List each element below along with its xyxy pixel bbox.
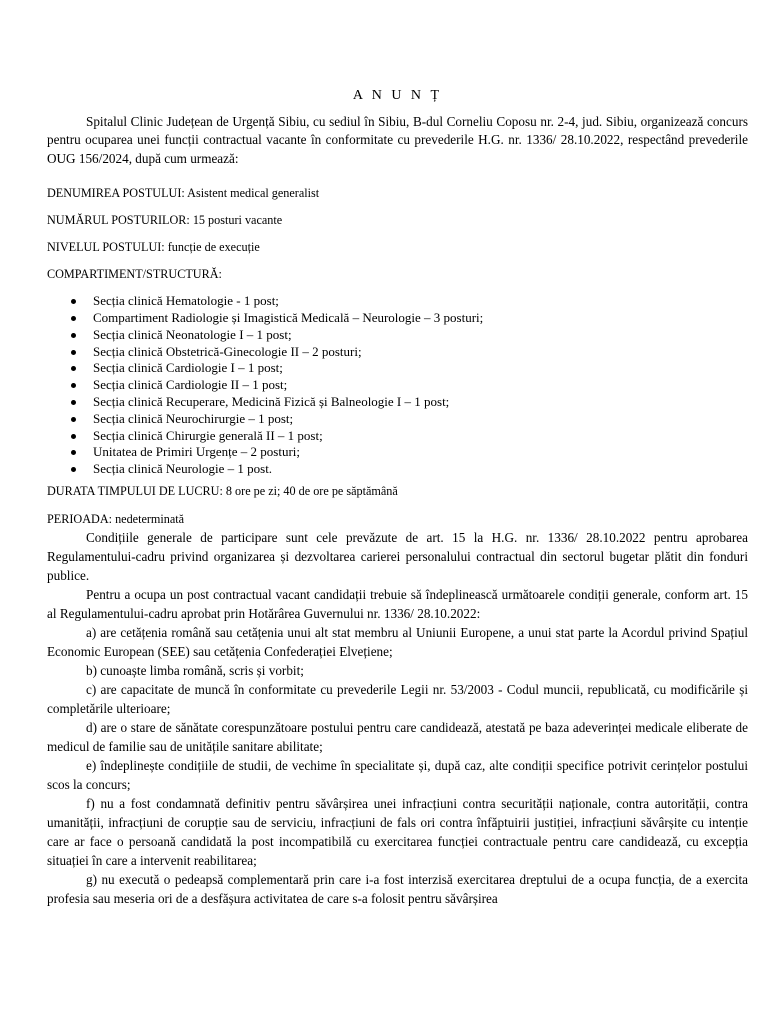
post-level-value: funcție de execuție	[164, 240, 260, 255]
post-level-label: NIVELUL POSTULUI:	[47, 240, 165, 255]
list-item: Secția clinică Cardiologie II – 1 post;	[71, 377, 748, 394]
list-item: Secția clinică Chirurgie generală II – 1 post;	[71, 428, 748, 445]
requirement-item: c) are capacitate de muncă în conformitate cu prevederile Legii nr. 53/2003 - Codul muncii, republicată, cu modificările și completările ulterioare;	[47, 681, 748, 716]
post-count-label: NUMĂRUL POSTURILOR:	[47, 213, 190, 228]
bullet-icon	[71, 450, 76, 455]
post-name-field	[47, 184, 748, 202]
post-count-field	[47, 211, 748, 229]
bullet-icon	[71, 333, 76, 338]
bullet-icon	[71, 467, 76, 472]
bullet-icon	[71, 383, 76, 388]
work-time-field	[47, 482, 748, 500]
list-item: Secția clinică Neurologie – 1 post.	[71, 461, 748, 478]
requirement-item: f) nu a fost condamnată definitiv pentru săvârșirea unei infracțiuni contra securității naționale, contra autorității, contra umanității, infracțiuni de corupție sau de serviciu, infracțiuni de fals ori contra înfăptuirii justiției, infracțiuni săvârșite cu intenție care ar face o persoană candidată la post incompatibilă cu exercitarea funcției contractuale pentru care candidează, cu excepția situației în care a intervenit reabilitarea;	[47, 795, 748, 868]
bullet-icon	[71, 350, 76, 355]
bullet-icon	[71, 434, 76, 439]
bullet-icon	[71, 400, 76, 405]
work-time-value: 8 ore pe zi; 40 de ore pe săptămână	[222, 483, 398, 498]
post-count-value: 15 posturi vacante	[189, 213, 283, 228]
requirement-item: e) îndeplinește condițiile de studii, de vechime în specialitate și, după caz, alte condiții specifice potrivit cerințelor postului scos la concurs;	[47, 757, 748, 792]
post-level-field	[47, 238, 748, 256]
document-title: A N U N Ț	[352, 88, 443, 103]
general-conditions-paragraph: Condițiile generale de participare sunt cele prevăzute de art. 15 la H.G. nr. 1336/ 28.10.2022 pentru aprobarea Regulamentului-cadru privind organizarea și dezvoltarea carierei personalului contractual din sectorul bugetar plătit din fonduri publice.	[47, 529, 748, 583]
requirements-intro-paragraph: Pentru a ocupa un post contractual vacant candidații trebuie să îndeplinească următoarele condiții generale, conform art. 15 al Regulamentului-cadru aprobat prin Hotărârea Guvernului nr. 1336/ 28.10.2022:	[47, 586, 748, 621]
list-item: Unitatea de Primiri Urgențe – 2 posturi;	[71, 444, 748, 461]
list-item: Secția clinică Obstetrică-Ginecologie II – 2 posturi;	[71, 344, 748, 361]
list-item: Compartiment Radiologie și Imagistică Medicală – Neurologie – 3 posturi;	[71, 310, 748, 327]
bullet-icon	[71, 316, 76, 321]
period-label: PERIOADA:	[47, 511, 113, 526]
requirement-item: b) cunoaște limba română, scris și vorbit;	[86, 662, 304, 678]
post-name-value: Asistent medical generalist	[184, 186, 320, 201]
department-list	[47, 293, 748, 478]
department-label: COMPARTIMENT/STRUCTURĂ:	[47, 267, 222, 282]
requirement-item: g) nu execută o pedeapsă complementară prin care i-a fost interzisă exercitarea dreptului de a ocupa funcția, de a exercita profesia sau meseria ori de a desfășura activitatea de care s-a folosit pentru săvârșirea	[47, 871, 748, 906]
requirement-item: d) are o stare de sănătate corespunzătoare postului pentru care candidează, atestată pe baza adeverinței medicale eliberate de medicul de familie sau de unitățile sanitare abilitate;	[47, 719, 748, 754]
list-item: Secția clinică Neonatologie I – 1 post;	[71, 327, 748, 344]
requirement-item: a) are cetățenia română sau cetățenia unui alt stat membru al Uniunii Europene, a unui stat parte la Acordul privind Spațiul Economic European (SEE) sau cetățenia Confederației Elvețiene;	[47, 624, 748, 659]
list-item: Secția clinică Neurochirurgie – 1 post;	[71, 411, 748, 428]
list-item: Secția clinică Cardiologie I – 1 post;	[71, 360, 748, 377]
department-field	[47, 265, 748, 283]
requirements-list	[47, 623, 748, 908]
bullet-icon	[71, 299, 76, 304]
work-time-label: DURATA TIMPULUI DE LUCRU:	[47, 483, 223, 498]
list-item: Secția clinică Hematologie - 1 post;	[71, 293, 748, 310]
intro-paragraph: Spitalul Clinic Județean de Urgență Sibiu, cu sediul în Sibiu, B-dul Corneliu Coposu nr. 2-4, jud. Sibiu, organizează concurs pentru ocuparea unei funcții contractual vacante în conformitate cu prevederile H.G. nr. 1336/ 28.10.2022, respectând prevederile OUG 156/2024, după cum urmează:	[47, 114, 748, 166]
bullet-icon	[71, 366, 76, 371]
post-name-label: DENUMIREA POSTULUI:	[47, 186, 185, 201]
period-field	[47, 510, 748, 528]
bullet-icon	[71, 417, 76, 422]
spacer	[47, 168, 748, 184]
list-item: Secția clinică Recuperare, Medicină Fizică și Balneologie I – 1 post;	[71, 394, 748, 411]
period-value: nedeterminată	[112, 511, 185, 526]
